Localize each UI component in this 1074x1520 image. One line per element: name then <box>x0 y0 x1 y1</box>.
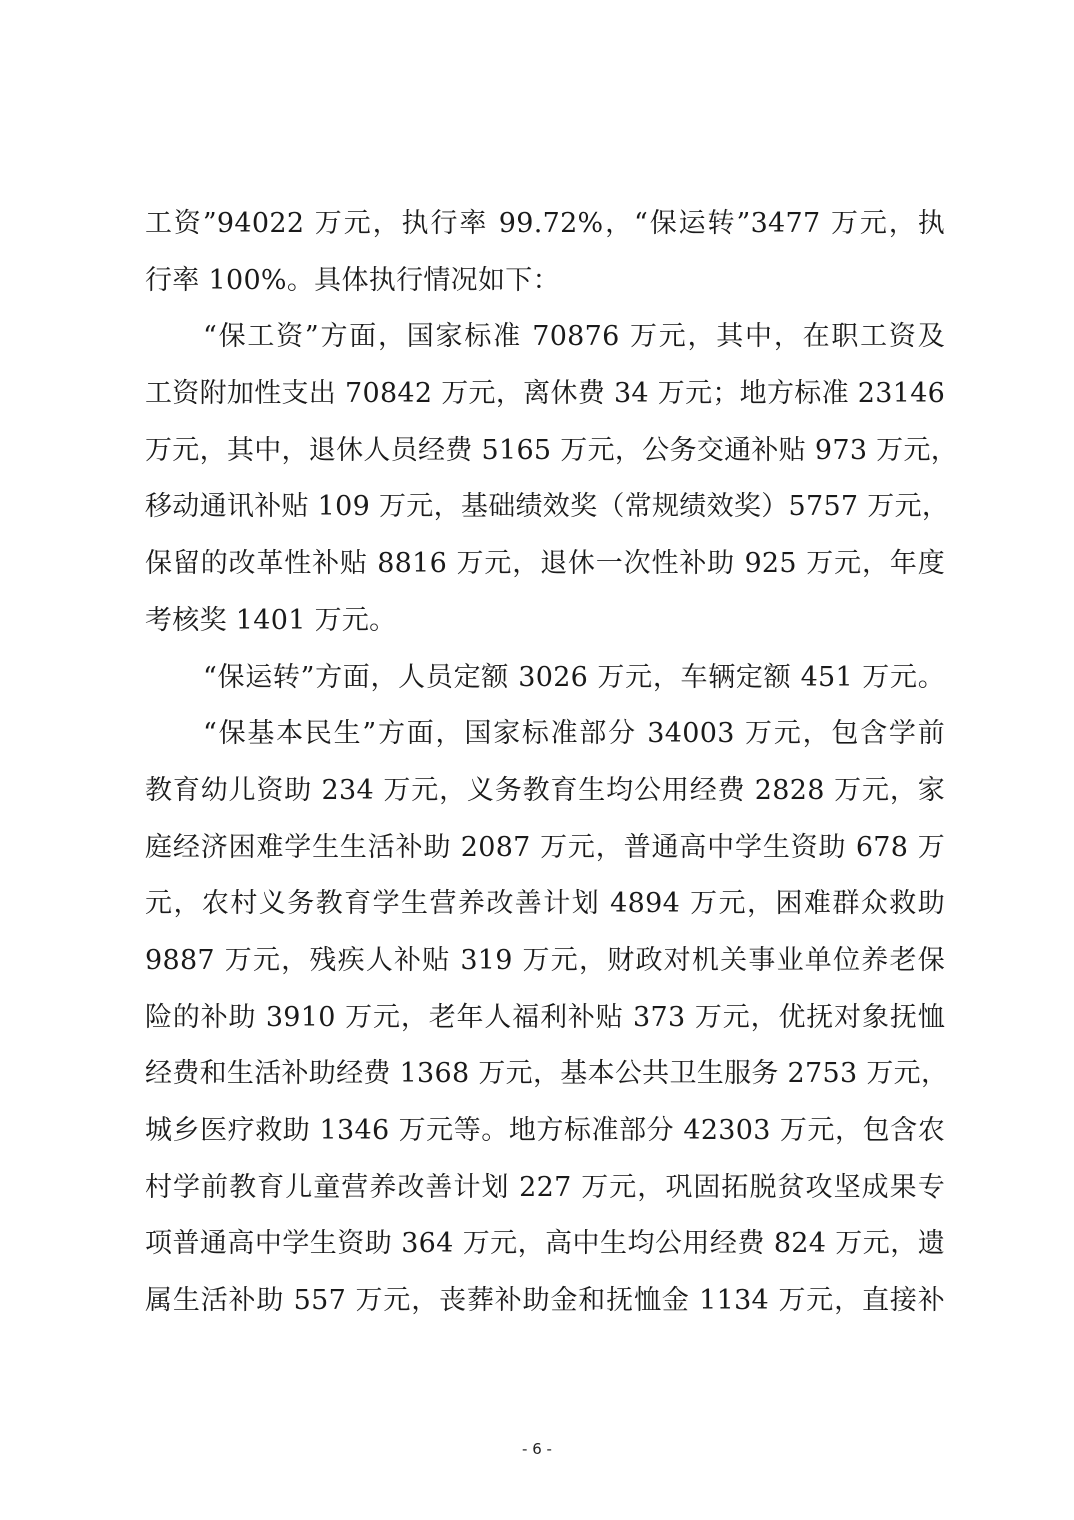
text-line: 城乡医疗救助 1346 万元等。地方标准部分 42303 万元，包含农 <box>145 1115 945 1146</box>
text-line: 项普通高中学生资助 364 万元，高中生均公用经费 824 万元，遗 <box>145 1228 945 1260</box>
text-line: 行率 100%。具体执行情况如下： <box>145 264 560 296</box>
text-line: 庭经济困难学生生活补助 2087 万元，普通高中学生资助 678 万 <box>145 831 945 863</box>
text-line: 移动通讯补贴 109 万元，基础绩效奖（常规绩效奖）5757 万元， <box>145 491 950 523</box>
text-line: 属生活补助 557 万元，丧葬补助金和抚恤金 1134 万元，直接补 <box>145 1285 945 1317</box>
text-line: 保留的改革性补贴 8816 万元，退休一次性补助 925 万元，年度 <box>145 548 945 580</box>
text-line: 工资附加性支出 70842 万元，离休费 34 万元；地方标准 23146 <box>145 378 946 410</box>
paragraph-first-line: “保运转”方面，人员定额 3026 万元，车辆定额 451 万元。 <box>203 661 945 693</box>
paragraph-first-line: “保工资”方面，国家标准 70876 万元，其中，在职工资及 <box>203 321 945 353</box>
text-line: 村学前教育儿童营养改善计划 227 万元，巩固拓脱贫攻坚成果专 <box>145 1171 945 1203</box>
text-line: 考核奖 1401 万元。 <box>145 604 397 636</box>
text-line: 险的补助 3910 万元，老年人福利补贴 373 万元，优抚对象抚恤 <box>145 1001 945 1033</box>
text-line: 9887 万元，残疾人补贴 319 万元，财政对机关事业单位养老保 <box>145 944 945 976</box>
text-line: 教育幼儿资助 234 万元，义务教育生均公用经费 2828 万元，家 <box>145 774 945 806</box>
text-line: 工资”94022 万元，执行率 99.72%，“保运转”3477 万元，执 <box>145 208 945 239</box>
page-number: - 6 - <box>522 1440 552 1458</box>
text-line: 经费和生活补助经费 1368 万元，基本公共卫生服务 2753 万元， <box>145 1058 949 1090</box>
document-body <box>145 196 959 1330</box>
paragraph-first-line: “保基本民生”方面，国家标准部分 34003 万元，包含学前 <box>203 718 945 750</box>
text-line: 元，农村义务教育学生营养改善计划 4894 万元，困难群众救助 <box>145 888 945 920</box>
text-line: 万元，其中，退休人员经费 5165 万元，公务交通补贴 973 万元， <box>145 434 959 466</box>
